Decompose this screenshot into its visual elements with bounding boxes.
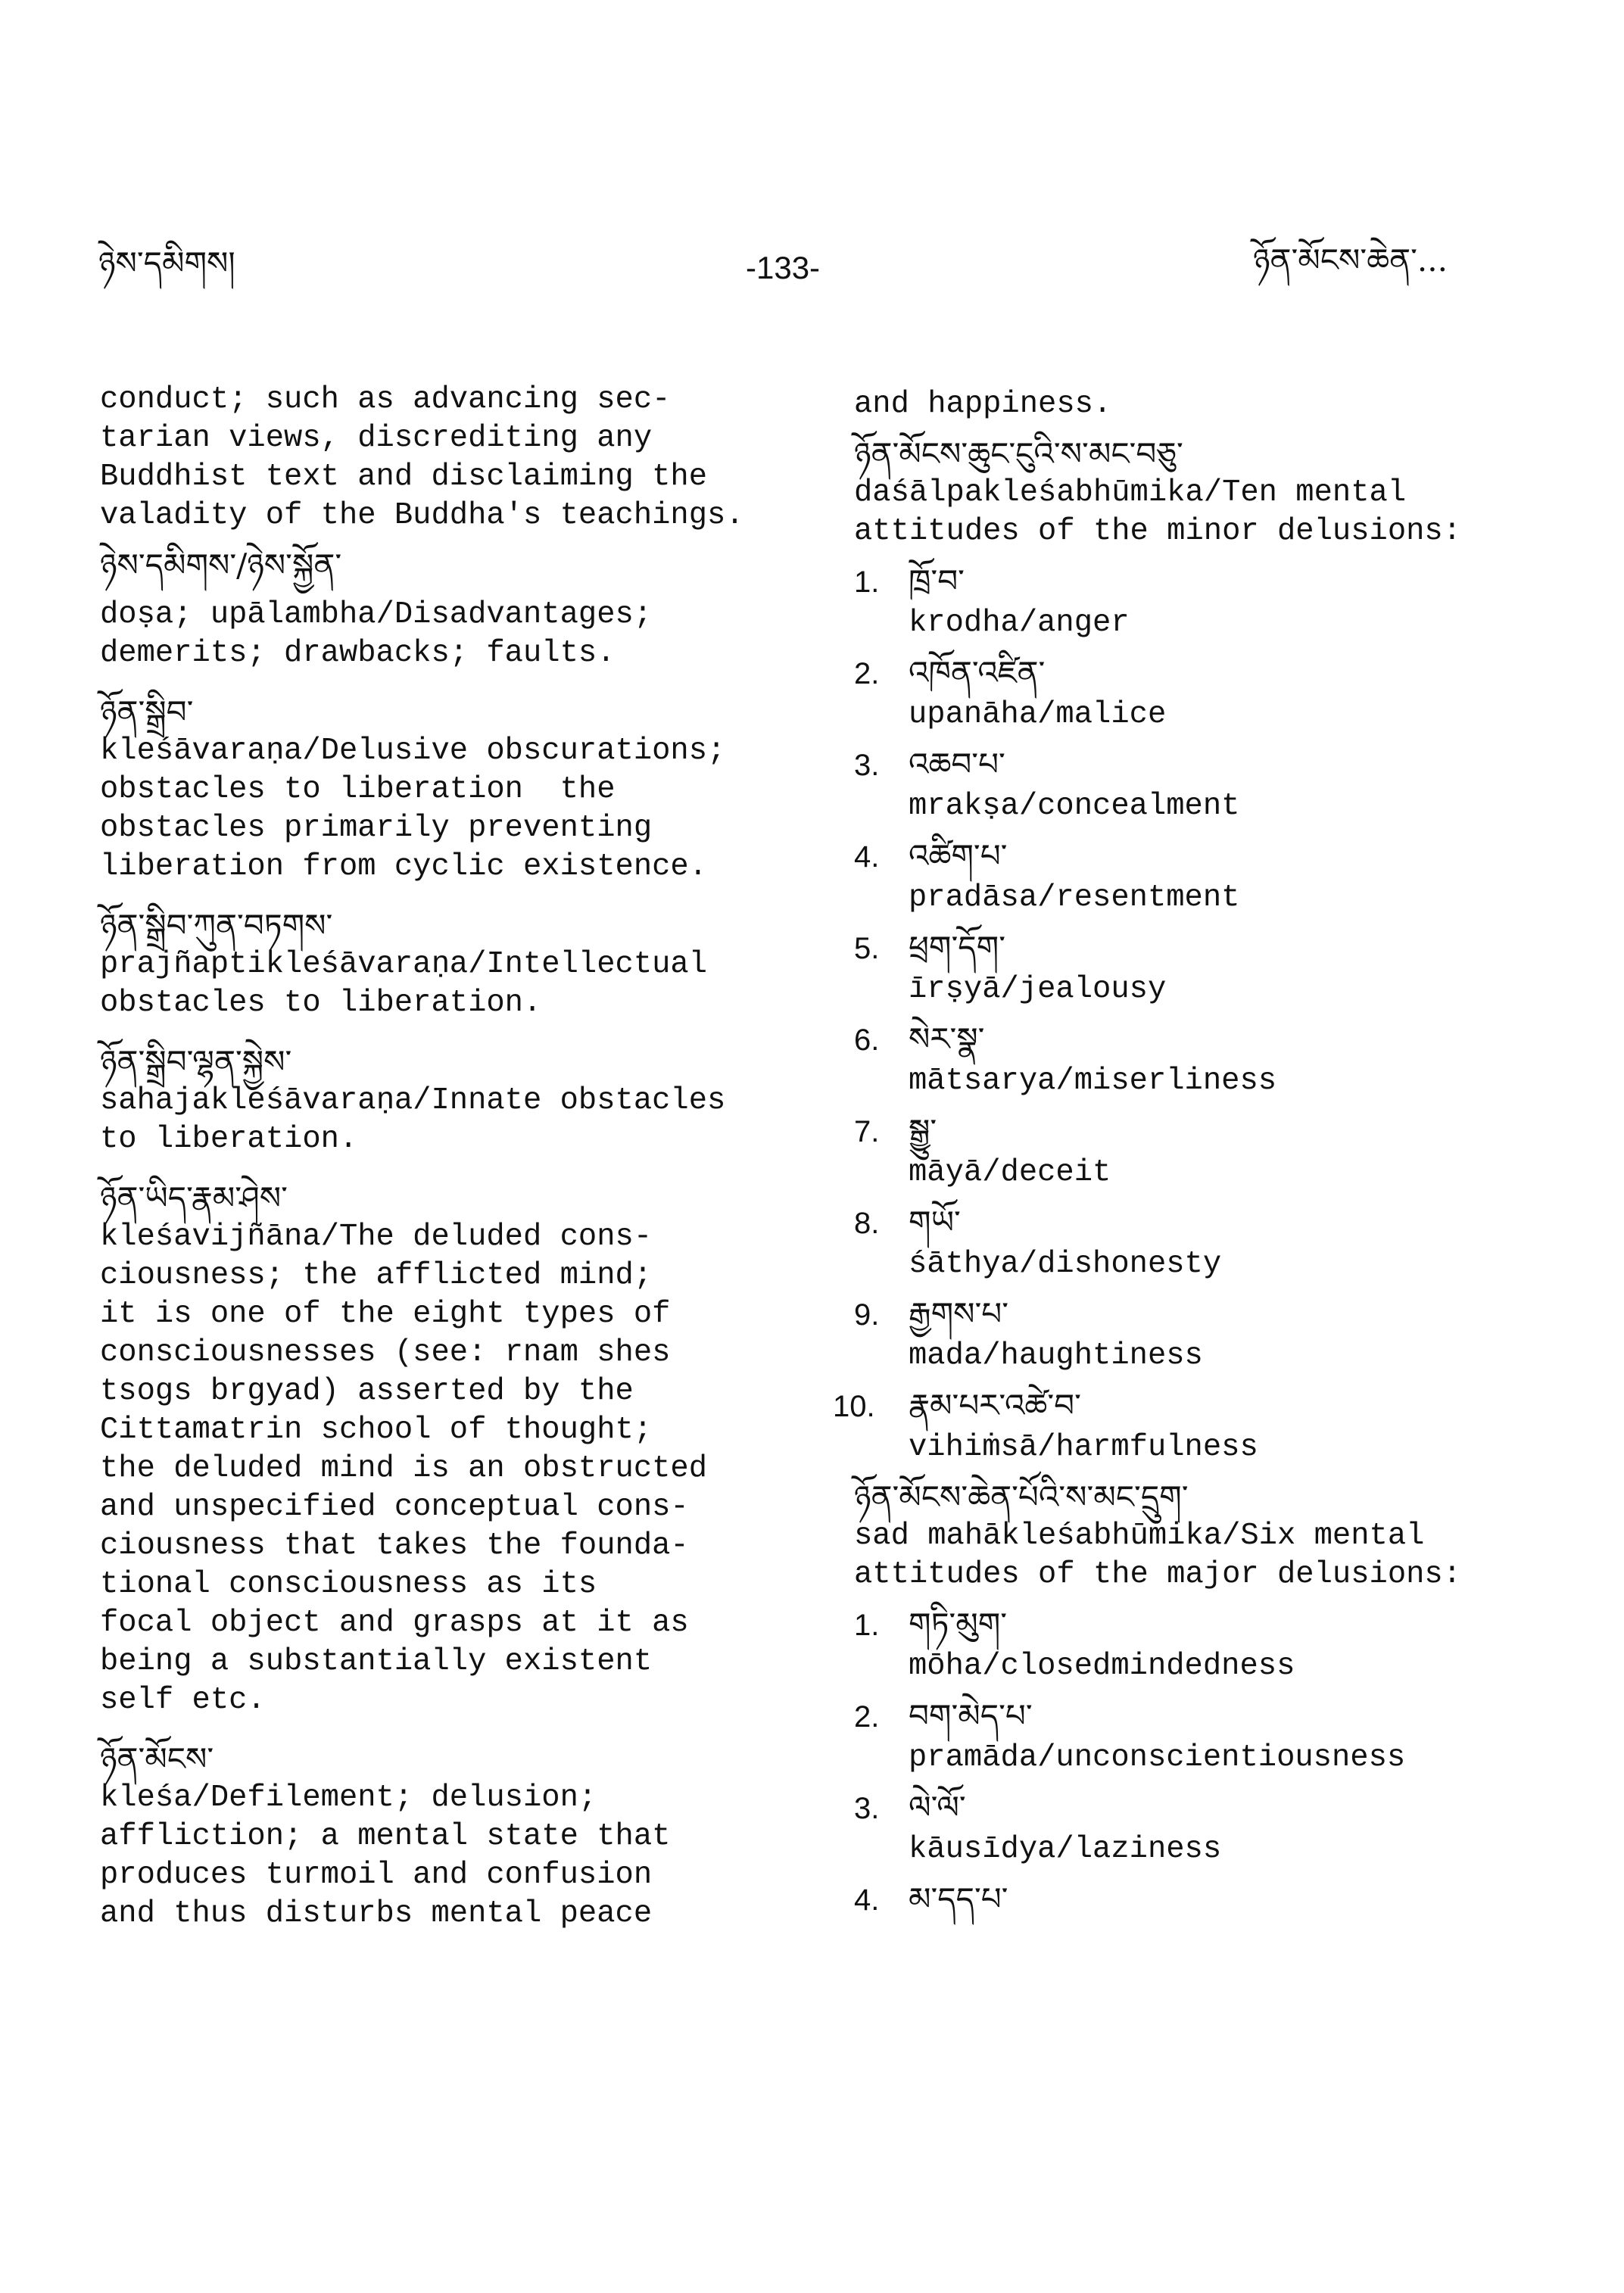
item-tibetan: མ་དད་པ་ [909, 1880, 1008, 1918]
text-line: sahajakleśāvaraṇa/Innate obstacles [100, 1083, 726, 1118]
item-term: pradāsa/resentment [909, 880, 1240, 915]
text-line: liberation from cyclic existence. [100, 849, 708, 884]
list-section-minor-delusions [833, 435, 1535, 1467]
item-number: 10. [833, 1390, 875, 1423]
text-line: prajñaptikleśāvaraṇa/Intellectual [100, 947, 708, 982]
text-line: conduct; such as advancing sec- [100, 382, 671, 417]
list-item [854, 1696, 1535, 1777]
entry-tibetan-headword: ཉེས་དམིགས་/ཉེས་སྐྱོན་ [100, 547, 342, 584]
item-tibetan: གཏི་མུག་ [909, 1606, 1008, 1643]
header-left-tibetan: ཉེས་དམིགས། [98, 245, 235, 282]
right-column [833, 385, 1535, 1922]
text-line: obstacles to liberation the [100, 772, 616, 807]
left-column [100, 381, 796, 1933]
text-line: and unspecified conceptual cons- [100, 1490, 689, 1525]
item-number: 4. [854, 840, 880, 874]
right-continuation: and happiness. [854, 387, 1112, 422]
item-term: pramāda/unconscientiousness [909, 1740, 1406, 1775]
item-number: 3. [854, 749, 880, 782]
entry-tibetan-headword: ཉོན་སྒྲིབ་ལྷན་སྐྱེས་ [100, 1043, 292, 1080]
list-item [854, 562, 1535, 643]
item-tibetan: སེར་སྣ་ [909, 1020, 985, 1058]
entry-tibetan-headword: ཉོན་སྒྲིབ་ཀུན་བཏགས་ [100, 907, 333, 944]
item-term: mātsarya/miserliness [909, 1064, 1277, 1098]
left-continuation [100, 381, 796, 535]
text-line: obstacles to liberation. [100, 986, 542, 1020]
header-right-tibetan: ཉོན་མོངས་ཆེན་... [1253, 241, 1448, 279]
item-tibetan: རྣམ་པར་འཚེ་བ་ [909, 1387, 1081, 1424]
list-section-major-delusions [854, 1478, 1535, 1922]
entry-tibetan-headword: ཉོན་ཡིད་རྣམ་ཤེས་ [100, 1179, 288, 1217]
section-tibetan-headword: ཉོན་མོངས་ཆེན་པོའི་ས་མང་དྲུག་ [854, 1478, 1189, 1516]
text-line: kleśa/Defilement; delusion; [100, 1781, 597, 1815]
text-line: produces turmoil and confusion [100, 1858, 653, 1893]
item-term: mōha/closedmindedness [909, 1649, 1295, 1684]
text-line: focal object and grasps at it as [100, 1606, 689, 1640]
item-term: īrṣyā/jealousy [909, 972, 1167, 1007]
item-tibetan: རྒྱགས་པ་ [909, 1295, 1009, 1332]
list-item [854, 1605, 1535, 1686]
item-tibetan: འཚིག་པ་ [909, 837, 1008, 874]
list-item [854, 745, 1535, 826]
text-line: kleśāvaraṇa/Delusive obscurations; [100, 734, 726, 768]
list-item [854, 653, 1535, 734]
text-line: obstacles primarily preventing [100, 811, 653, 846]
item-tibetan: བག་མེད་པ་ [909, 1697, 1033, 1734]
item-number: 1. [854, 565, 880, 599]
text-line: the deluded mind is an obstructed [100, 1451, 708, 1486]
text-line: Cittamatrin school of thought; [100, 1413, 653, 1447]
text-line: tional consciousness as its [100, 1567, 597, 1602]
item-term: śāthya/dishonesty [909, 1247, 1222, 1282]
text-line: ciousness; the afflicted mind; [100, 1258, 653, 1293]
list-item [854, 1111, 1535, 1192]
text-line: attitudes of the major delusions: [854, 1557, 1462, 1592]
text-line: ciousness that takes the founda- [100, 1528, 689, 1563]
item-tibetan: ཁྲོ་བ་ [909, 562, 965, 600]
list-item [854, 837, 1535, 918]
item-term: māyā/deceit [909, 1155, 1111, 1190]
item-tibetan: འཁོན་འཛིན་ [909, 654, 1046, 691]
item-term: mrakṣa/concealment [909, 789, 1240, 824]
text-line: daśālpakleśabhūmika/Ten mental [854, 475, 1407, 510]
page-number: -133- [746, 250, 821, 285]
list-item [854, 1020, 1535, 1101]
text-line: and thus disturbs mental peace [100, 1896, 653, 1931]
dictionary-entry [100, 693, 796, 886]
section-tibetan-headword: ཉོན་མོངས་ཆུང་ངུའི་ས་མང་བཅུ་ [854, 435, 1183, 472]
dictionary-entry [100, 1740, 796, 1933]
text-line: Buddhist text and disclaiming the [100, 460, 708, 494]
text-line: it is one of the eight types of [100, 1297, 671, 1332]
item-term: kāusīdya/laziness [909, 1832, 1222, 1867]
item-number: 4. [854, 1883, 880, 1917]
item-term: upanāha/malice [909, 697, 1167, 732]
dictionary-entry [100, 546, 796, 673]
text-line: sad mahākleśabhūmika/Six mental [854, 1519, 1425, 1553]
text-line: kleśavijñāna/The deluded cons- [100, 1220, 653, 1254]
dictionary-entry [100, 1042, 796, 1159]
list-item [854, 1880, 1535, 1922]
entry-tibetan-headword: ཉོན་མོངས་ [100, 1740, 214, 1777]
list-item [833, 1386, 1535, 1467]
list-item [854, 1788, 1535, 1869]
text-line: affliction; a mental state that [100, 1819, 671, 1854]
item-term: vihiṁsā/harmfulness [909, 1430, 1258, 1465]
text-line: consciousnesses (see: rnam shes [100, 1335, 671, 1370]
text-line: attitudes of the minor delusions: [854, 514, 1462, 549]
text-line: to liberation. [100, 1122, 358, 1157]
item-number: 5. [854, 932, 880, 965]
text-line: being a substantially existent [100, 1644, 653, 1679]
item-term: mada/haughtiness [909, 1338, 1203, 1373]
dictionary-entry [100, 906, 796, 1023]
entry-tibetan-headword: ཉོན་སྒྲིབ་ [100, 693, 194, 731]
item-number: 8. [854, 1207, 880, 1240]
text-line: tarian views, discrediting any [100, 421, 653, 456]
list-item [854, 928, 1535, 1009]
list-item [854, 1294, 1535, 1375]
item-number: 7. [854, 1115, 880, 1148]
dictionary-entry [100, 1179, 796, 1720]
item-term: krodha/anger [909, 606, 1130, 640]
text-line: tsogs brgyad) asserted by the [100, 1374, 634, 1409]
item-number: 9. [854, 1298, 880, 1332]
text-line: valadity of the Buddha's teachings. [100, 498, 744, 533]
item-tibetan: ཕྲག་དོག་ [909, 929, 1006, 966]
item-number: 3. [854, 1792, 880, 1825]
text-line: demerits; drawbacks; faults. [100, 636, 616, 671]
list-item [854, 1203, 1535, 1284]
item-tibetan: གཡོ་ [909, 1204, 961, 1241]
item-tibetan: འཆབ་པ་ [909, 746, 1005, 783]
item-number: 6. [854, 1023, 880, 1057]
text-line: doṣa; upālambha/Disadvantages; [100, 597, 653, 632]
item-tibetan: སྒྱུ་ [909, 1112, 937, 1149]
item-tibetan: ལེ་ལོ་ [909, 1789, 966, 1826]
item-number: 1. [854, 1609, 880, 1642]
text-line: self etc. [100, 1683, 266, 1718]
item-number: 2. [854, 1700, 880, 1734]
item-number: 2. [854, 657, 880, 690]
